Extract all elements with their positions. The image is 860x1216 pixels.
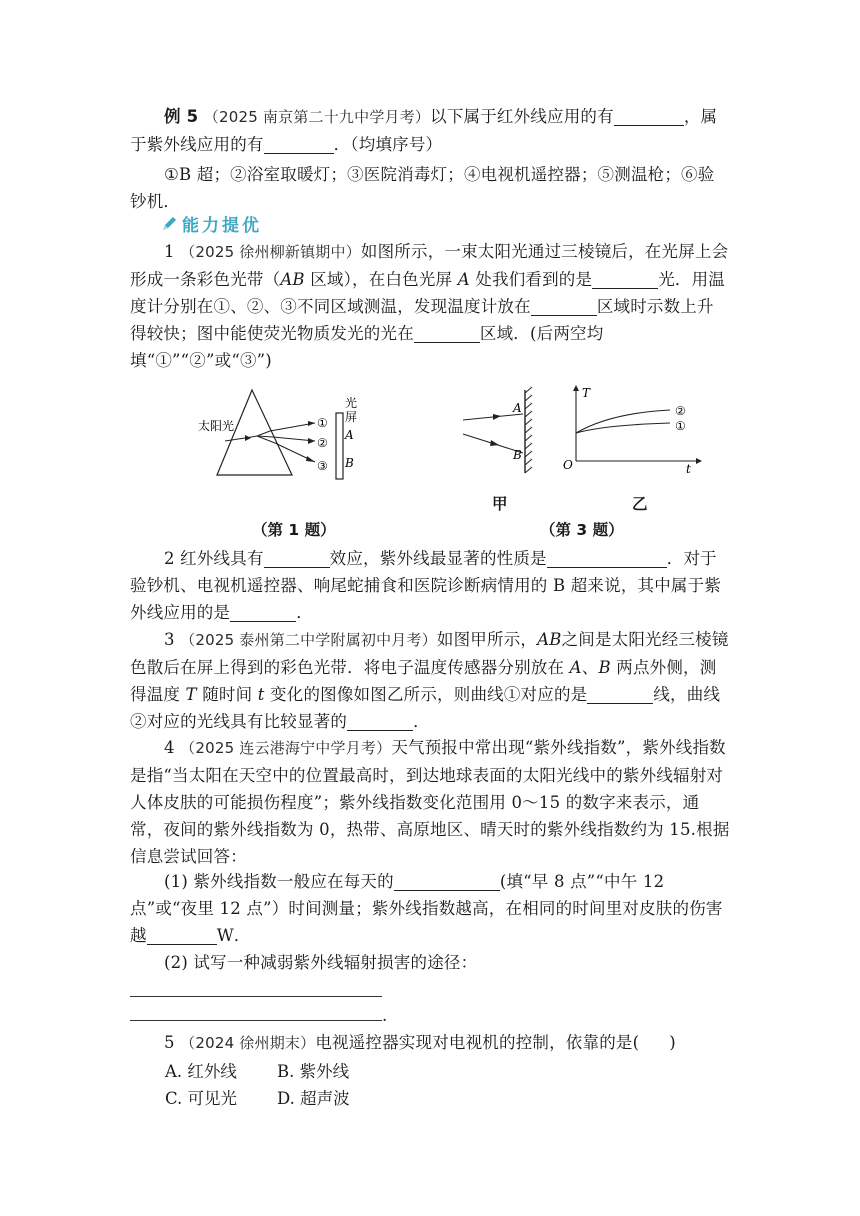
origin-label: O — [563, 458, 573, 472]
example-5-items: ①B 超；②浴室取暖灯；③医院消毒灯；④电视机遥控器；⑤测温枪；⑥验钞机． — [130, 165, 715, 211]
answer-blank[interactable] — [264, 135, 334, 154]
marker-3: ③ — [317, 459, 328, 473]
options-row — [165, 1085, 389, 1109]
question-source: （2025 泰州第二中学附属初中月考） — [180, 631, 437, 649]
screen-label: 光 — [345, 396, 358, 410]
marker-2: ② — [317, 436, 328, 450]
option-b[interactable]: B. 紫外线 — [277, 1062, 350, 1081]
answer-blank[interactable] — [147, 926, 217, 945]
question-number: 2 — [164, 549, 175, 568]
answer-blank[interactable] — [531, 297, 597, 316]
arrow-head — [493, 414, 501, 420]
option-c[interactable]: C. 可见光 — [165, 1089, 238, 1108]
figure-jia-label: 甲 — [492, 495, 508, 513]
answer-blank[interactable] — [394, 872, 500, 891]
light-screen — [336, 413, 343, 479]
question-1: 1 （2025 徐州柳新镇期中）如图所示，一束太阳光通过三棱镜后，在光屏上会形成一条彩色光带（AB 区域），在白色光屏 A 处我们看到的是 光．用温度计分别在①、②、③不同区域测温，发现温度计放在 区域时示数上升得较快；图中能使荧光物质发光的光在 区域．(后两空均填“①”“②”或“③”) — [130, 242, 729, 370]
curve-2-label: ② — [675, 404, 686, 418]
axis-arrow — [573, 385, 579, 391]
question-3: 3 （2025 泰州第二中学附属初中月考）如图甲所示，AB之间是太阳光经三棱镜色散后在屏上得到的彩色光带．将电子温度传感器分别放在 A、B 两点外侧，测得温度 T 随时间 t 变化的图像如图乙所示，则曲线①对应的是 线，曲线②对应的光线具有比较显著的 ． — [130, 630, 729, 731]
axis-arrow — [696, 458, 702, 464]
question-number: 3 — [164, 630, 175, 649]
curve-1 — [576, 423, 670, 433]
answer-blank[interactable] — [347, 712, 413, 731]
screen-hatching — [525, 387, 532, 473]
answer-blank[interactable] — [547, 549, 667, 568]
curve-1-label: ① — [675, 419, 686, 433]
section-heading — [160, 211, 262, 236]
figure-jia — [455, 385, 550, 477]
answer-line[interactable] — [130, 1020, 382, 1021]
point-a-label: A — [513, 401, 522, 415]
option-a[interactable]: A. 红外线 — [165, 1062, 237, 1081]
question-4-part-2: (2) 试写一种减弱紫外线辐射损害的途径： — [164, 953, 478, 972]
point-b-label: B — [513, 448, 522, 462]
answer-blank[interactable] — [592, 270, 658, 289]
screen-label: 屏 — [345, 410, 358, 424]
arrow-head — [245, 435, 251, 441]
arrow-head — [308, 438, 315, 444]
pencil-icon — [160, 215, 178, 233]
ray-1 — [257, 423, 315, 436]
prism-figure — [195, 385, 370, 490]
question-4-part-1: (1) 紫外线指数一般应在每天的 (填“早 8 点”“中午 12 点”或“夜里 12 点”）时间测量；紫外线指数越高，在相同的时间里对皮肤的伤害越 W． — [130, 872, 723, 945]
answer-blank[interactable] — [414, 324, 480, 343]
question-number: 5 — [164, 1033, 175, 1052]
option-d[interactable]: D. 超声波 — [277, 1089, 350, 1108]
figure-yi — [560, 383, 705, 475]
t-label: t — [686, 462, 691, 475]
sunlight-label: 太阳光 — [198, 419, 235, 433]
section-title: 能力提优 — [182, 216, 262, 236]
answer-blank[interactable] — [587, 685, 653, 704]
question-5: 5 （2024 徐州期末）电视遥控器实现对电视机的控制，依靠的是( ) — [164, 1033, 676, 1052]
arrow-head — [490, 440, 499, 446]
T-label: T — [582, 386, 591, 400]
figure-1-caption: （第 1 题） — [252, 521, 336, 539]
question-number: 4 — [164, 738, 175, 757]
point-a-label: A — [345, 428, 354, 442]
sunlight-ray — [225, 438, 245, 441]
question-2: 2 红外线具有 效应，紫外线最显著的性质是 ．对于验钞机、电视机遥控器、响尾蛇捕食和医院诊断病情用的 B 超来说，其中属于紫外线应用的是 ． — [130, 549, 722, 622]
example-source: （2025 南京第二十九中学月考） — [203, 108, 431, 126]
answer-end-period: . — [382, 1006, 388, 1025]
figure-yi-label: 乙 — [632, 495, 648, 513]
example-5: 例 5 （2025 南京第二十九中学月考）以下属于红外线应用的有 ，属于紫外线应用的有 ．（均填序号） — [130, 107, 718, 154]
answer-blank[interactable] — [230, 603, 296, 622]
point-b-label: B — [345, 456, 354, 470]
question-4: 4 （2025 连云港海宁中学月考）天气预报中常出现“紫外线指数”，紫外线指数是指“当太阳在天空中的位置最高时，到达地球表面的太阳光线中的紫外线辐射对人体皮肤的可能损伤程度”；紫外线指数变化范围用 0～15 的数字来表示，通常，夜间的紫外线指数为 0，热带、高原地区、晴天时的紫外线指数约为 15.根据信息尝试回答： — [130, 738, 730, 866]
answer-line[interactable] — [130, 996, 382, 997]
question-source: （2025 连云港海宁中学月考） — [180, 739, 392, 757]
example-label: 例 5 — [164, 107, 199, 126]
options-row — [165, 1058, 389, 1082]
question-source: （2024 徐州期末） — [180, 1034, 316, 1052]
arrow-head — [306, 456, 315, 462]
marker-1: ① — [317, 416, 328, 430]
answer-blank[interactable] — [614, 107, 684, 126]
figure-3-caption: （第 3 题） — [540, 521, 624, 539]
answer-blank[interactable] — [264, 549, 330, 568]
question-number: 1 — [164, 242, 175, 261]
ray-2 — [257, 436, 315, 441]
question-source: （2025 徐州柳新镇期中） — [180, 243, 361, 261]
